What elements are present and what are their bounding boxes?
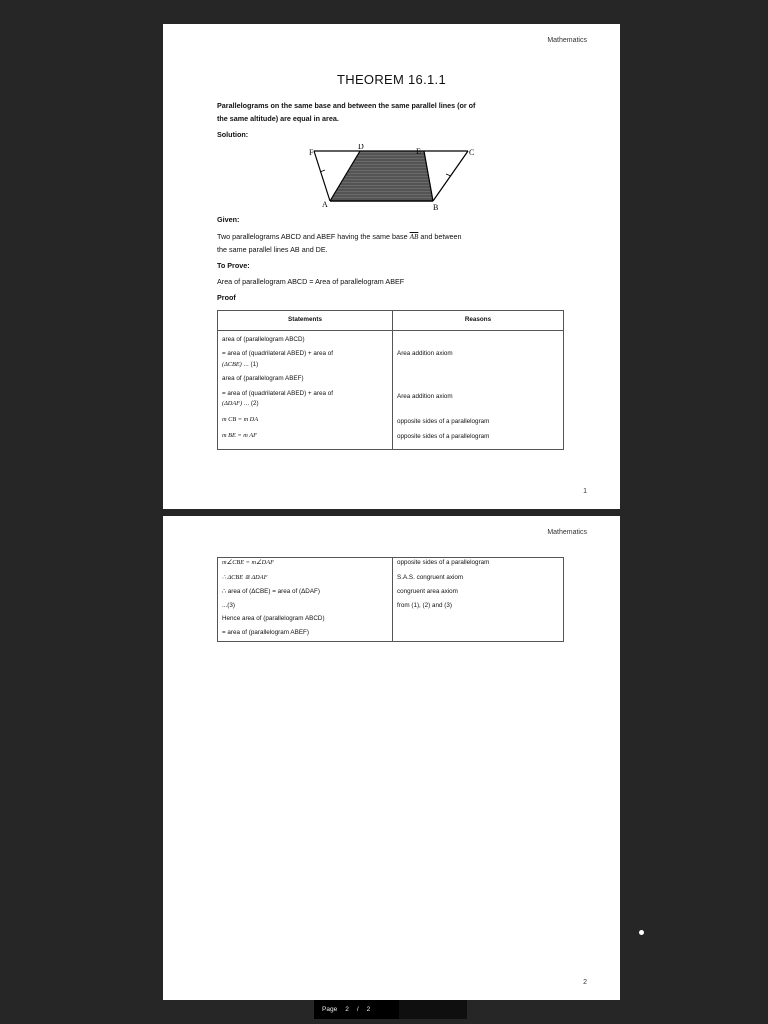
- label-d: D: [358, 144, 364, 151]
- given-line-1: [217, 231, 462, 243]
- statement-line: [222, 360, 388, 371]
- statement-cell: [218, 330, 393, 449]
- label-b: B: [433, 203, 439, 212]
- label-f: F: [309, 148, 314, 157]
- page-indicator: [314, 1000, 467, 1019]
- header-statements: Statements: [218, 311, 393, 331]
- line-af: [314, 151, 330, 201]
- statement-line: = area of (quadrilateral ABED) + area of: [222, 350, 333, 357]
- table-header-row: [218, 311, 564, 331]
- given-segment-ab: $\overline{AB}$: [409, 233, 419, 241]
- statement-line: ∴ area of (ΔCBE) = area of (ΔDAF): [222, 588, 320, 595]
- math-expr: (ΔDAF): [222, 400, 243, 407]
- theorem-statement-line-2: the same altitude) are equal in area.: [217, 114, 339, 123]
- theorem-statement-line-1: Parallelograms on the same base and between the same parallel lines (or of: [217, 101, 476, 110]
- proof-label: Proof: [217, 293, 236, 302]
- theorem-title: THEOREM 16.1.1: [337, 72, 446, 87]
- page-indicator-box: [314, 1000, 399, 1019]
- statement-cell: [218, 558, 393, 642]
- statement-line: area of (parallelogram ABCD): [222, 335, 305, 343]
- label-e: E: [416, 147, 421, 156]
- tick-mark: [446, 174, 451, 176]
- proof-table: [217, 310, 564, 450]
- to-prove-text: Area of parallelogram ABCD = Area of parallelogram ABEF: [217, 277, 405, 286]
- page-indicator-separator: /: [356, 1006, 359, 1013]
- header-reasons: Reasons: [393, 311, 564, 331]
- statement-line: Hence area of (parallelogram ABCD): [222, 615, 325, 622]
- statement-line: ∴ ΔCBE ≅ ΔDAF: [222, 573, 268, 581]
- running-head: Mathematics: [547, 529, 587, 536]
- to-prove-label: To Prove:: [217, 261, 250, 270]
- proof-table-continued: [217, 557, 564, 642]
- page-number: 1: [583, 488, 587, 495]
- statement-line: = area of (parallelogram ABEF): [222, 628, 309, 636]
- statement-line: m CB = m DA: [222, 415, 259, 423]
- page-number: 2: [583, 979, 587, 986]
- reason-line: S.A.S. congruent axiom: [397, 573, 464, 581]
- reason-line: opposite sides of a parallelogram: [397, 559, 490, 566]
- page-indicator-current: 2: [345, 1006, 349, 1013]
- statement-line: [222, 399, 388, 410]
- eq-ref: ... (1): [243, 360, 259, 368]
- given-label: Given:: [217, 215, 240, 224]
- table-row: [218, 330, 564, 449]
- math-expr: (ΔCBE): [222, 360, 242, 368]
- reason-line: from (1), (2) and (3): [397, 601, 452, 609]
- statement-line: m BE = m AF: [222, 432, 257, 439]
- given-text-b: and between: [420, 232, 462, 241]
- statement-line: = area of (quadrilateral ABED) + area of: [222, 389, 333, 397]
- statement-line: m∠CBE = m∠DAF: [222, 559, 274, 566]
- page-indicator-total: 2: [366, 1006, 371, 1013]
- running-head: Mathematics: [547, 37, 587, 44]
- given-line-2: the same parallel lines AB and DE.: [217, 245, 328, 254]
- statement-line: ...(3): [222, 601, 235, 609]
- document-page-1: [163, 24, 620, 509]
- reason-cell: [393, 330, 564, 449]
- table-row: [218, 558, 564, 642]
- reason-line: opposite sides of a parallelogram: [397, 417, 490, 425]
- parallelogram-diagram: [303, 144, 503, 236]
- document-page-2: [163, 516, 620, 1000]
- given-text-a: Two parallelograms ABCD and ABEF having the same base: [217, 232, 408, 241]
- cursor-dot: [639, 930, 644, 935]
- label-a: A: [322, 200, 328, 209]
- reason-line: Area addition axiom: [397, 349, 453, 357]
- reason-line: Area addition axiom: [397, 393, 453, 400]
- page-indicator-label: Page: [322, 1006, 338, 1013]
- reason-line: opposite sides of a parallelogram: [397, 433, 490, 440]
- statement-line: area of (parallelogram ABEF): [222, 375, 304, 382]
- reason-line: congruent area axiom: [397, 588, 458, 595]
- reason-cell: [393, 558, 564, 642]
- eq-ref: ... (2): [243, 400, 259, 407]
- label-c: C: [469, 148, 475, 157]
- solution-label: Solution:: [217, 130, 249, 139]
